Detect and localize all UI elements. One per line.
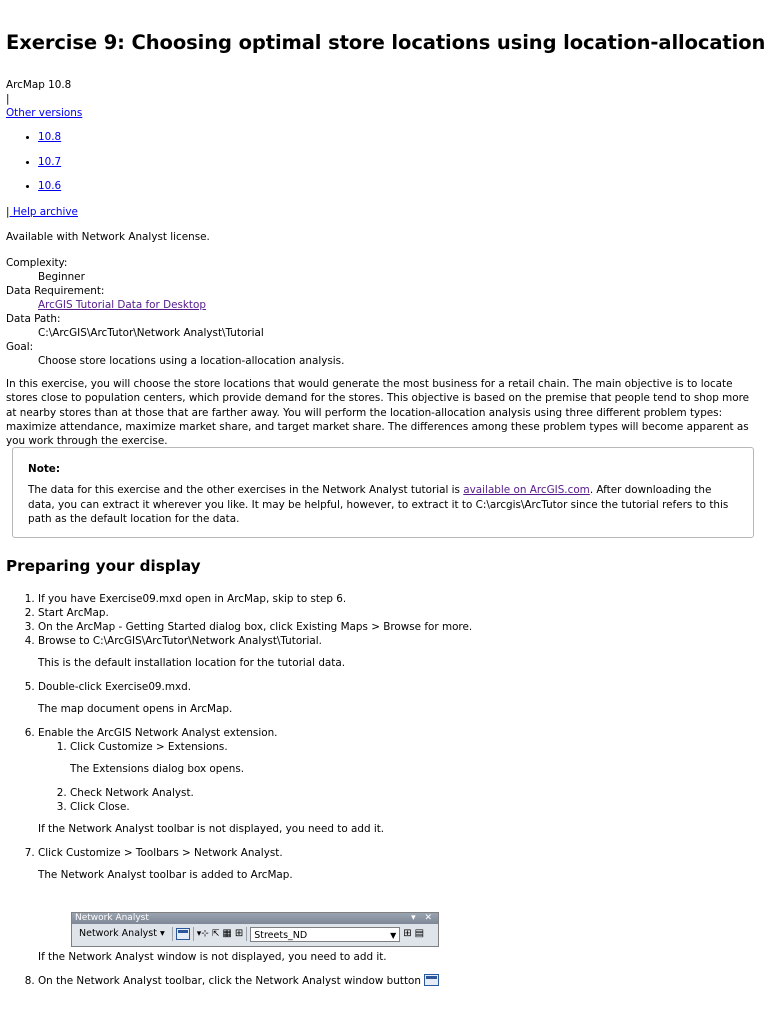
archive-separator: |	[6, 206, 10, 218]
version-link-10-8[interactable]: 10.8	[38, 131, 62, 143]
exercise-meta	[6, 256, 344, 368]
step-7-result: The Network Analyst toolbar is added to ArcMap.	[38, 869, 293, 881]
step-7-after: If the Network Analyst window is not displayed, you need to add it.	[38, 951, 387, 963]
version-link-10-7[interactable]: 10.7	[38, 155, 62, 168]
step-1: 1. If you have Exercise09.mxd open in ArcMap, skip to step 6.	[38, 592, 738, 606]
network-analyst-window-icon	[176, 928, 190, 940]
arcgis-com-link[interactable]: available on ArcGIS.com	[463, 484, 590, 497]
step-2: 2. Start ArcMap.	[38, 606, 738, 620]
version-separator: |	[6, 93, 10, 105]
step-5: 5. Double-click Exercise09.mxd. The map document opens in ArcMap.	[38, 680, 738, 716]
intro-paragraph: In this exercise, you will choose the store locations that would generate the most business for a retail chain. The main objective is to locate stores close to population centers, which provide demand for the stores. This objective is based on the premise that people tend to shop more at nearby stores than at those that are farther away. You will perform the location-allocation analysis using three different problem types: maximize attendance, maximize market share, and target market share. The differences among these problem types will become apparent as you work through the exercise.	[6, 378, 750, 448]
network-analyst-window-icon	[424, 974, 439, 986]
step-7: 7. Click Customize > Toolbars > Network Analyst. The Network Analyst toolbar is added to ArcMap. If the Network Analyst window is not displayed, you need to add it.	[38, 846, 738, 964]
version-list	[38, 130, 61, 204]
complexity-label: Complexity:	[6, 257, 68, 269]
note-box	[12, 447, 754, 538]
data-path-value: C:\ArcGIS\ArcTutor\Network Analyst\Tutorial	[38, 327, 264, 339]
network-analyst-menu: Network Analyst ▾	[79, 928, 165, 939]
select-move-location-icon: ⇱	[211, 929, 220, 939]
step-6-1-result: The Extensions dialog box opens.	[70, 763, 245, 775]
license-text: Available with Network Analyst license.	[6, 231, 210, 243]
step-6-after: If the Network Analyst toolbar is not displayed, you need to add it.	[38, 823, 385, 835]
step-6: 6. Enable the ArcGIS Network Analyst extension. 1. Click Customize > Extensions. The Extensions dialog box opens. 2. Check Network Analyst. 3. Click Close. If the Network Analyst toolbar is not displayed, you need to add it.	[38, 726, 738, 836]
build-network-icon: ⊞	[403, 928, 412, 939]
step-6-2: 2. Check Network Analyst.	[70, 786, 738, 800]
note-title: Note:	[28, 463, 61, 475]
toolbar-title-bar	[72, 913, 438, 924]
help-archive-link[interactable]: Help archive	[9, 206, 78, 218]
step-8: 8. On the Network Analyst toolbar, click the Network Analyst window button	[38, 974, 738, 988]
directions-icon: ⊞	[234, 928, 244, 939]
note-text: The data for this exercise and the other exercises in the Network Analyst tutorial is available on ArcGIS.com. After downloading the data, you can extract it wherever you like. It may be helpful, however, to extract it to C:\arcgis\ArcTutor since the tutorial refers to this path as the default location for the data.	[28, 484, 729, 525]
toolbar-separator	[172, 927, 173, 941]
step-3: 3. On the ArcMap - Getting Started dialog box, click Existing Maps > Browse for more.	[38, 620, 738, 634]
page-title: Exercise 9: Choosing optimal store locations using location-allocation	[6, 31, 766, 54]
step-5-result: The map document opens in ArcMap.	[38, 703, 233, 715]
goal-label: Goal:	[6, 341, 34, 353]
data-path-label: Data Path:	[6, 313, 61, 325]
step-6-substeps	[70, 740, 738, 814]
toolbar-title: Network Analyst	[75, 913, 149, 923]
toolbar-window-controls: ▾ ✕	[411, 913, 435, 923]
tutorial-data-link[interactable]: ArcGIS Tutorial Data for Desktop	[38, 299, 206, 311]
version-item	[38, 179, 61, 204]
version-item	[38, 155, 61, 180]
data-requirement-label: Data Requirement:	[6, 285, 105, 297]
other-versions-link[interactable]: Other versions	[6, 107, 83, 119]
create-network-location-icon: ▾⊹	[196, 929, 209, 939]
section-heading: Preparing your display	[6, 557, 201, 575]
network-analyst-toolbar-image	[71, 912, 439, 947]
version-item	[38, 130, 61, 155]
goal-value: Choose store locations using a location-allocation analysis.	[38, 355, 345, 367]
toolbar-separator	[193, 927, 194, 941]
network-dataset-dropdown: Streets_ND ▼	[250, 927, 400, 942]
version-link-10-6[interactable]: 10.6	[38, 180, 62, 192]
step-4-result: This is the default installation location for the tutorial data.	[38, 657, 346, 669]
toolbar-separator	[246, 927, 247, 941]
complexity-value: Beginner	[38, 271, 85, 283]
step-6-1: 1. Click Customize > Extensions. The Extensions dialog box opens.	[70, 740, 738, 776]
step-6-3: 3. Click Close.	[70, 800, 738, 814]
toolbar-row	[72, 924, 438, 944]
identify-network-icon: ▤	[414, 928, 425, 939]
product-version: ArcMap 10.8	[6, 79, 72, 91]
step-4: 4. Browse to C:\ArcGIS\ArcTutor\Network Analyst\Tutorial. This is the default installation location for the tutorial data.	[38, 634, 738, 670]
solve-icon: ▦	[222, 928, 232, 939]
